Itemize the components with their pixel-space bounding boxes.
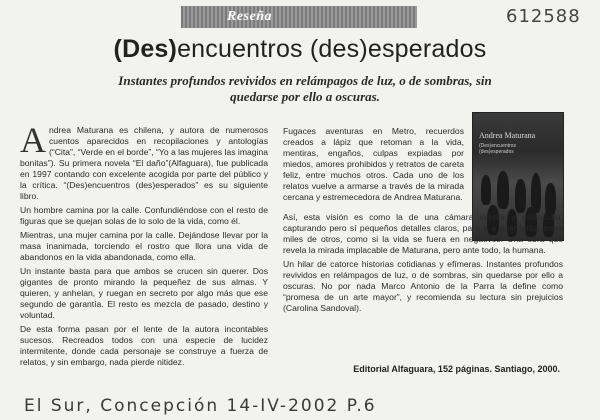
headline-mid: encuentros	[177, 35, 310, 63]
section-tag-label: Reseña	[227, 9, 272, 24]
right-column-bottom	[283, 212, 563, 317]
right-column-top	[283, 126, 464, 206]
figure-silhouette	[497, 171, 509, 209]
paragraph: De esta forma pasan por el lente de la autora incontables sucesos. Recreados todos con una especie de lucidez intermitente, donde cada personaje se construye a fuerza de relatos, y sin embargo, nada pierde nitidez.	[20, 324, 268, 367]
paragraph: Un hombre camina por la calle. Confundiéndose con el resto de figuras que se quejan solas de lo solo de la vida, como él.	[20, 205, 268, 226]
figure-silhouette	[515, 179, 526, 213]
paragraph: Un instante basta para que ambos se crucen sin querer. Dos gigantes de pronto mirando la pequeñez de sus almas. Y quieren, y anhelan, y ruegan en secreto por algo más que ese segundo de garantía. El resto es mezcla de pasado, destino y voluntad.	[20, 266, 268, 320]
figure-silhouette	[481, 175, 491, 205]
publication-credit: Editorial Alfaguara, 152 páginas. Santiago, 2000.	[353, 364, 560, 374]
paragraph-text: ndrea Maturana es chilena, y autora de numerosos cuentos aparecidos en recopilaciones y antologías (“Cita”, “Verde en el borde”, “Yo a las mujeres las imagina bonitas”). Su primera novela “El daño”(Alfaguara), fue publicada en 1997 contando con excelente acogida por parte del público y la crítica. “(Des)encuentros (des)esperados” es su siguiente libro.	[20, 125, 268, 201]
book-cover-title: (Des)encuentros (des)esperados	[479, 143, 516, 155]
handwritten-catalog-number: 612588	[506, 6, 581, 27]
article-headline	[0, 35, 600, 64]
section-tag	[181, 6, 417, 28]
paragraph	[20, 120, 268, 202]
drop-cap: A	[20, 120, 46, 160]
handwritten-source-note: El Sur, Concepción 14-IV-2002 P.6	[24, 396, 377, 416]
headline-paren: (des)	[309, 35, 368, 63]
article-subhead: Instantes profundos revividos en relámpagos de luz, o de sombras, sin quedarse por ello a oscuras.	[118, 73, 492, 104]
paragraph: Un hilar de catorce historias cotidianas y efímeras. Instantes profundos revividos en relámpagos de luz, o de sombras, sin quedarse por ello a oscuras. No por nada Marco Antonio de la Parra la define como “promesa de un arte mayor”, y recomienda su lectura sin prejuicios (Carolina Sandoval).	[283, 259, 563, 313]
headline-prefix: (Des)	[113, 35, 178, 63]
paragraph: Así, esta visión es como la de una cámara interior y minúscula, capturando pero sí pequeños detalles claros, para ir a guardarlos entre miles de otros, como si la vida se fuera en negativos. Una obra que revela la mirada implacable de Maturana, pero ante todo, la humana.	[283, 212, 563, 255]
paragraph: Mientras, una mujer camina por la calle. Dejándose llevar por la masa inanimada, torciendo el rostro que llora una vida de abandonos en la vida abandonada, como ella.	[20, 230, 268, 262]
book-cover-author: Andrea Maturana	[479, 131, 536, 140]
paragraph: Fugaces aventuras en Metro, recuerdos creados a lápiz que retoman a la vida, mentiras, engaños, culpas expiadas por miedos, amores prohibidos y retratos de careta feliz, entre muchos otros. Cada uno de los relatos vuelve a armarse a través de la mirada cercana y estremecedora de Andrea Maturana.	[283, 126, 464, 202]
headline-suffix: esperados	[367, 35, 487, 63]
left-column	[20, 120, 268, 371]
